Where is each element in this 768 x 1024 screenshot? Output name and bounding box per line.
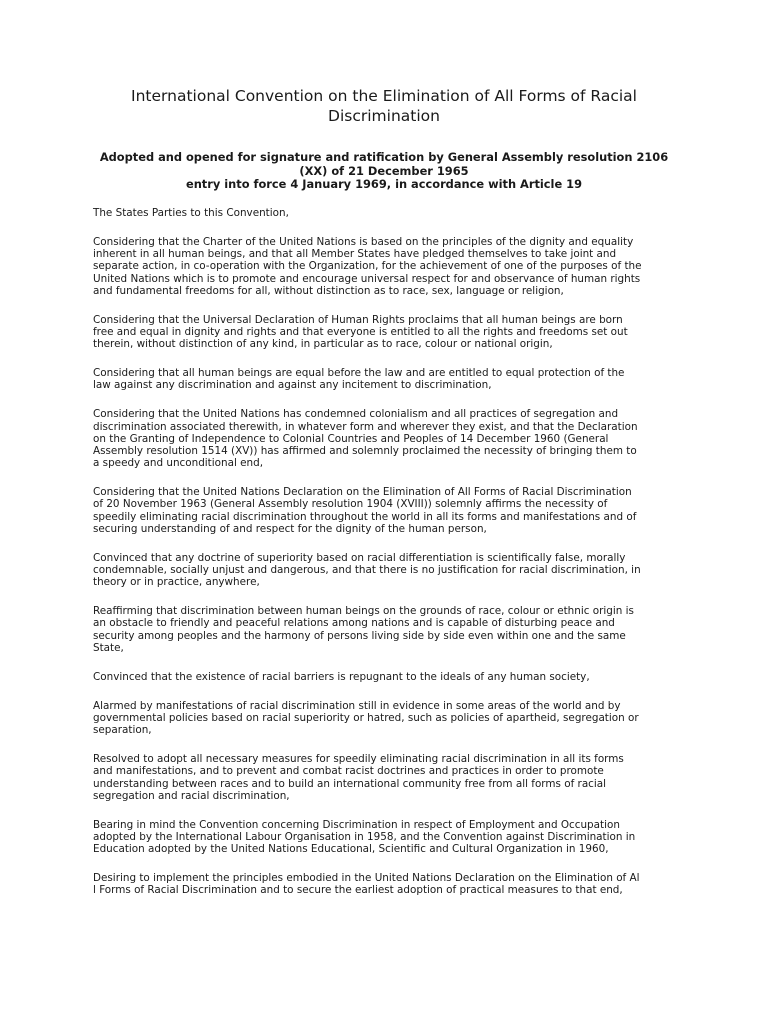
paragraph-line: Considering that the Charter of the United Nations is based on the principles of the dignity and equality — [93, 236, 634, 248]
preamble-paragraph — [93, 605, 679, 654]
paragraph-line: security among peoples and the harmony of persons living side by side even within one and the same — [93, 629, 626, 642]
paragraph-line: a speedy and unconditional end, — [93, 457, 264, 470]
paragraph-line: Considering that the Universal Declaration of Human Rights proclaims that all human beings are born — [93, 313, 623, 326]
preamble-paragraph — [93, 236, 679, 297]
preamble-paragraph — [93, 671, 679, 683]
preamble-paragraph — [93, 753, 679, 802]
preamble-paragraph — [93, 207, 679, 219]
paragraph-line: on the Granting of Independence to Colonial Countries and Peoples of 14 December 1960 (General — [93, 432, 609, 445]
paragraph-line: The States Parties to this Convention, — [93, 207, 289, 219]
paragraph-line: understanding between races and to build an international community free from all forms of racial — [93, 777, 607, 790]
paragraph-line: and fundamental freedoms for all, without distinction as to race, sex, language or religion, — [93, 284, 564, 297]
paragraph-line: therein, without distinction of any kind, in particular as to race, colour or national origin, — [93, 338, 553, 351]
paragraph-line: separation, — [93, 724, 152, 737]
title-line: Discrimination — [328, 107, 440, 125]
document-title — [92, 86, 676, 126]
preamble-paragraph — [93, 314, 679, 351]
preamble-paragraph — [93, 367, 679, 391]
paragraph-line: free and equal in dignity and rights and that everyone is entitled to all the rights and freedoms set out — [93, 326, 628, 339]
preamble-paragraph — [93, 700, 679, 737]
paragraph-line: inherent in all human beings, and that all Member States have pledged themselves to take joint and — [93, 248, 617, 261]
preamble-paragraph — [93, 486, 679, 535]
adoption-line: Adopted and opened for signature and ratification by General Assembly resolution 2106 — [99, 150, 669, 164]
paragraph-line: of 20 November 1963 (General Assembly resolution 1904 (XVIII)) solemnly affirms the necessity of — [93, 498, 608, 511]
paragraph-line: Reaffirming that discrimination between human beings on the grounds of race, colour or ethnic origin is — [93, 605, 634, 618]
paragraph-line: condemnable, socially unjust and dangerous, and that there is no justification for racial discrimination, in — [93, 564, 641, 577]
paragraph-line: securing understanding of and respect for the dignity of the human person, — [93, 522, 487, 535]
paragraph-line: and manifestations, and to prevent and combat racist doctrines and practices in order to promote — [93, 765, 604, 778]
paragraph-line: Assembly resolution 1514 (XV)) has affirmed and solemnly proclaimed the necessity of bringing them to — [93, 445, 637, 458]
paragraph-line: State, — [93, 641, 124, 654]
paragraph-line: Education adopted by the United Nations Educational, Scientific and Cultural Organization in 1960, — [93, 843, 609, 856]
entry-into-force-line: entry into force 4 January 1969, in accordance with Article 19 — [185, 177, 583, 191]
preamble-paragraph — [93, 552, 679, 589]
paragraph-line: Resolved to adopt all necessary measures for speedily eliminating racial discrimination in all its forms — [93, 753, 624, 766]
paragraph-line: separate action, in co-operation with the Organization, for the achievement of one of the purposes of the — [93, 260, 642, 273]
adoption-line: (XX) of 21 December 1965 — [299, 163, 469, 178]
preamble-body — [93, 207, 679, 913]
paragraph-line: governmental policies based on racial superiority or hatred, such as policies of apartheid, segregation or — [93, 712, 639, 725]
paragraph-line: adopted by the International Labour Organisation in 1958, and the Convention against Discrimination in — [93, 831, 636, 844]
title-line: International Convention on the Elimination of All Forms of Racial — [131, 87, 637, 105]
paragraph-line: United Nations which is to promote and encourage universal respect for and observance of human rights — [93, 272, 641, 285]
paragraph-line: l Forms of Racial Discrimination and to secure the earliest adoption of practical measures to that end, — [93, 884, 623, 897]
paragraph-line: segregation and racial discrimination, — [93, 789, 290, 802]
paragraph-line: Alarmed by manifestations of racial discrimination still in evidence in some areas of the world and by — [93, 699, 621, 712]
paragraph-line: Considering that all human beings are equal before the law and are entitled to equal protection of the — [93, 367, 625, 380]
paragraph-line: Convinced that any doctrine of superiority based on racial differentiation is scientifically false, morally — [93, 551, 626, 564]
preamble-paragraph — [93, 408, 679, 469]
paragraph-line: Desiring to implement the principles embodied in the United Nations Declaration on the Elimination of Al — [93, 872, 640, 885]
paragraph-line: speedily eliminating racial discrimination throughout the world in all its forms and manifestations and of — [93, 510, 637, 523]
paragraph-line: an obstacle to friendly and peaceful relations among nations and is capable of disturbing peace and — [93, 617, 615, 630]
paragraph-line: discrimination associated therewith, in whatever form and wherever they exist, and that the Declaration — [93, 420, 638, 433]
adoption-statement — [92, 151, 676, 192]
paragraph-line: Convinced that the existence of racial barriers is repugnant to the ideals of any human society, — [93, 670, 590, 683]
paragraph-line: law against any discrimination and against any incitement to discrimination, — [93, 379, 492, 392]
paragraph-line: Considering that the United Nations Declaration on the Elimination of All Forms of Racial Discrimination — [93, 486, 632, 499]
paragraph-line: theory or in practice, anywhere, — [93, 576, 260, 589]
paragraph-line: Considering that the United Nations has condemned colonialism and all practices of segregation and — [93, 408, 619, 421]
paragraph-line: Bearing in mind the Convention concerning Discrimination in respect of Employment and Occupation — [93, 818, 620, 831]
preamble-paragraph — [93, 872, 679, 896]
preamble-paragraph — [93, 819, 679, 856]
